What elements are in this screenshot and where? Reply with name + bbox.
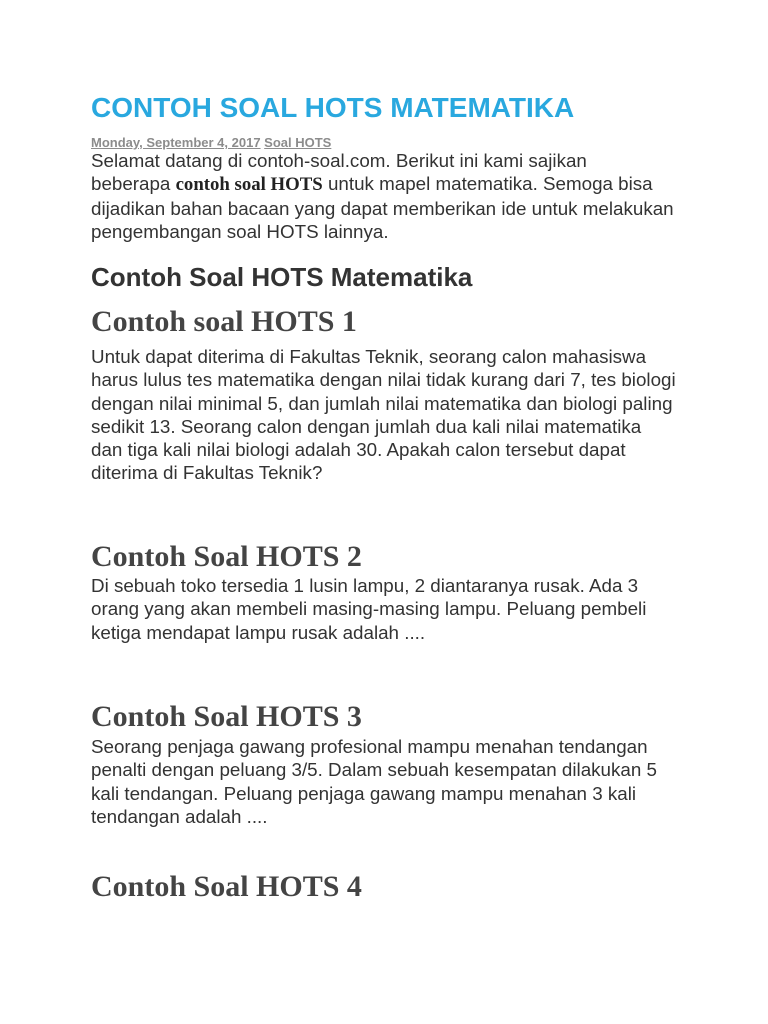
intro-line xyxy=(91,172,674,196)
question-line: harus lulus tes matematika dengan nilai tidak kurang dari 7, tes biologi xyxy=(91,369,676,391)
post-label-link[interactable]: Soal HOTS xyxy=(264,135,332,150)
question-4-heading: Contoh Soal HOTS 4 xyxy=(91,870,362,903)
question-line: Untuk dapat diterima di Fakultas Teknik, seorang calon mahasiswa xyxy=(91,346,647,367)
post-title-link[interactable]: CONTOH SOAL HOTS MATEMATIKA xyxy=(91,92,575,123)
question-line: penalti dengan peluang 3/5. Dalam sebuah kesempatan dilakukan 5 xyxy=(91,759,657,781)
intro-text: beberapa xyxy=(91,173,176,195)
section-heading: Contoh Soal HOTS Matematika xyxy=(91,262,473,292)
question-3-text xyxy=(91,735,657,828)
intro-text: untuk mapel matematika. Semoga bisa xyxy=(322,173,653,195)
intro-line: dijadikan bahan bacaan yang dapat memberikan ide untuk melakukan xyxy=(91,197,674,219)
question-line: diterima di Fakultas Teknik? xyxy=(91,462,323,484)
question-line: Seorang penjaga gawang profesional mampu menahan tendangan xyxy=(91,736,648,757)
question-line: tendangan adalah .... xyxy=(91,805,268,827)
intro-line: Selamat datang di contoh-soal.com. Berikut ini kami sajikan xyxy=(91,150,587,171)
question-line: dengan nilai minimal 5, dan jumlah nilai matematika dan biologi paling xyxy=(91,392,673,414)
question-line: Di sebuah toko tersedia 1 lusin lampu, 2 diantaranya rusak. Ada 3 xyxy=(91,575,639,596)
question-line: ketiga mendapat lampu rusak adalah .... xyxy=(91,621,426,643)
post-date-link[interactable]: Monday, September 4, 2017 xyxy=(91,135,261,150)
intro-bold-keyword: contoh soal HOTS xyxy=(175,174,323,196)
intro-paragraph xyxy=(91,149,674,243)
question-1-heading: Contoh soal HOTS 1 xyxy=(91,305,357,338)
question-line: orang yang akan membeli masing-masing lampu. Peluang pembeli xyxy=(91,598,647,620)
question-line: sedikit 13. Seorang calon dengan jumlah dua kali nilai matematika xyxy=(91,415,642,437)
intro-line: pengembangan soal HOTS lainnya. xyxy=(91,220,389,242)
question-2-heading: Contoh Soal HOTS 2 xyxy=(91,540,362,573)
question-3-heading: Contoh Soal HOTS 3 xyxy=(91,700,362,733)
question-line: dan tiga kali nilai biologi adalah 30. Apakah calon tersebut dapat xyxy=(91,439,626,461)
question-line: kali tendangan. Peluang penjaga gawang mampu menahan 3 kali xyxy=(91,782,637,804)
question-2-text xyxy=(91,574,646,644)
question-1-text xyxy=(91,345,676,485)
